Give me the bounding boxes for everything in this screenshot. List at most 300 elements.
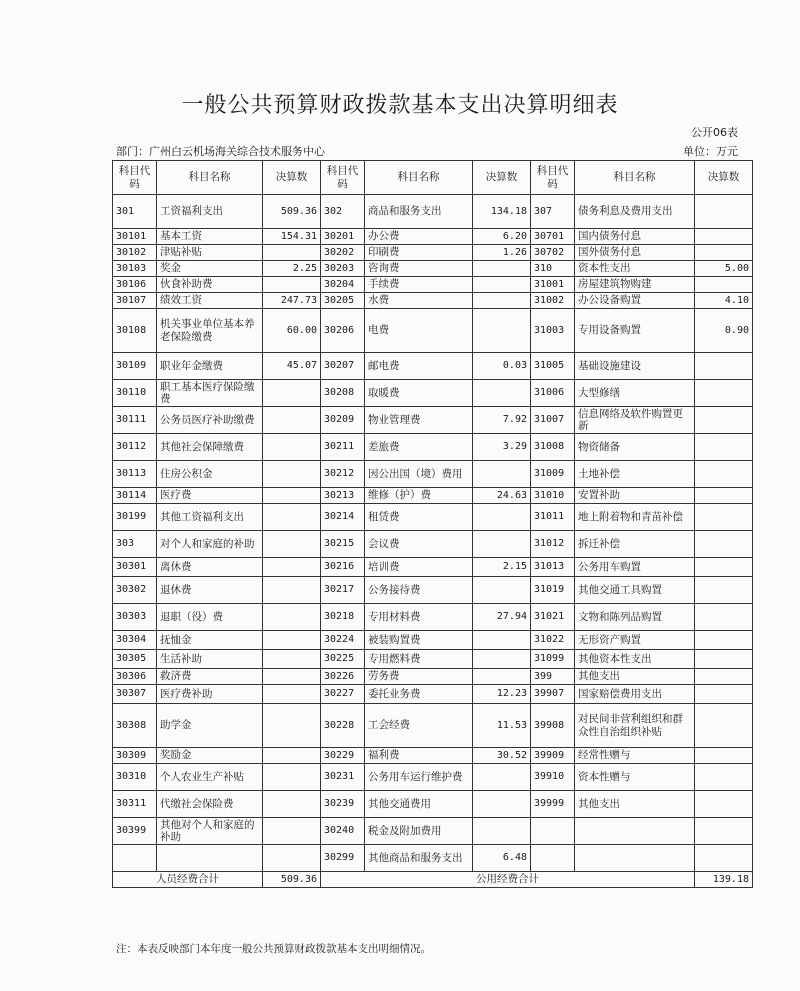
subject-code-cell: 301 — [113, 195, 157, 229]
subject-name-cell: 抚恤金 — [157, 631, 263, 650]
amount-cell — [695, 461, 753, 488]
subject-name-cell: 福利费 — [365, 748, 473, 764]
table-row — [113, 353, 753, 380]
subject-name-cell: 其他资本性支出 — [575, 650, 695, 669]
amount-cell — [263, 434, 321, 461]
subject-code-cell — [113, 845, 157, 872]
amount-cell — [473, 650, 531, 669]
subject-name-cell: 地上附着物和青苗补偿 — [575, 504, 695, 531]
subject-code-cell: 31003 — [531, 309, 575, 353]
amount-cell — [695, 434, 753, 461]
table-row — [113, 845, 753, 872]
subject-name-cell: 委托业务费 — [365, 685, 473, 704]
form-number: 公开06表 — [691, 126, 738, 139]
amount-cell — [695, 748, 753, 764]
amount-cell — [263, 488, 321, 504]
table-row — [113, 791, 753, 818]
amount-cell: 154.31 — [263, 229, 321, 245]
amount-cell — [695, 669, 753, 685]
subject-name-cell: 救济费 — [157, 669, 263, 685]
amount-cell — [473, 504, 531, 531]
amount-cell — [263, 558, 321, 577]
header-cell: 科目代码 — [113, 161, 157, 195]
subject-name-cell: 税金及附加费用 — [365, 818, 473, 845]
amount-cell — [695, 631, 753, 650]
amount-cell — [473, 261, 531, 277]
subject-name-cell: 拆迁补偿 — [575, 531, 695, 558]
subject-name-cell: 公务员医疗补助缴费 — [157, 407, 263, 434]
subject-code-cell: 30307 — [113, 685, 157, 704]
subject-code-cell: 31012 — [531, 531, 575, 558]
subject-name-cell: 手续费 — [365, 277, 473, 293]
subject-name-cell: 国外债务付息 — [575, 245, 695, 261]
subject-name-cell: 机关事业单位基本养老保险缴费 — [157, 309, 263, 353]
amount-cell — [695, 845, 753, 872]
subject-code-cell: 30225 — [321, 650, 365, 669]
amount-cell — [473, 461, 531, 488]
subject-code-cell: 31010 — [531, 488, 575, 504]
subject-code-cell: 30215 — [321, 531, 365, 558]
amount-cell: 4.10 — [695, 293, 753, 309]
amount-cell — [263, 669, 321, 685]
subject-code-cell: 30212 — [321, 461, 365, 488]
subject-code-cell: 30211 — [321, 434, 365, 461]
table-row — [113, 631, 753, 650]
subject-code-cell: 30224 — [321, 631, 365, 650]
subject-name-cell: 医疗费补助 — [157, 685, 263, 704]
header-cell: 科目代码 — [531, 161, 575, 195]
subject-name-cell: 对民间非营利组织和群众性自治组织补贴 — [575, 704, 695, 748]
subject-name-cell: 伙食补助费 — [157, 277, 263, 293]
amount-cell: 247.73 — [263, 293, 321, 309]
header-cell: 科目名称 — [365, 161, 473, 195]
header-cell: 决算数 — [473, 161, 531, 195]
subject-code-cell: 30204 — [321, 277, 365, 293]
subject-name-cell: 因公出国（境）费用 — [365, 461, 473, 488]
subject-name-cell — [575, 818, 695, 845]
amount-cell: 134.18 — [473, 195, 531, 229]
subject-name-cell: 其他支出 — [575, 669, 695, 685]
table-row — [113, 261, 753, 277]
subject-code-cell: 30231 — [321, 764, 365, 791]
table-row — [113, 461, 753, 488]
table-row — [113, 245, 753, 261]
header-cell: 科目名称 — [575, 161, 695, 195]
subject-name-cell: 大型修缮 — [575, 380, 695, 407]
expenditure-table — [112, 160, 753, 888]
table-row — [113, 685, 753, 704]
subject-code-cell: 30214 — [321, 504, 365, 531]
subject-name-cell: 退休费 — [157, 577, 263, 604]
subject-code-cell: 399 — [531, 669, 575, 685]
subject-code-cell: 30228 — [321, 704, 365, 748]
unit-label: 单位：万元 — [683, 145, 738, 158]
subject-name-cell: 其他交通费用 — [365, 791, 473, 818]
subject-code-cell: 30201 — [321, 229, 365, 245]
subject-code-cell: 30299 — [321, 845, 365, 872]
amount-cell: 2.15 — [473, 558, 531, 577]
subject-code-cell: 30205 — [321, 293, 365, 309]
amount-cell: 1.26 — [473, 245, 531, 261]
page-title: 一般公共预算财政拨款基本支出决算明细表 — [181, 93, 619, 118]
subject-code-cell: 30310 — [113, 764, 157, 791]
table-row — [113, 577, 753, 604]
subject-name-cell: 咨询费 — [365, 261, 473, 277]
table-row — [113, 407, 753, 434]
amount-cell — [263, 577, 321, 604]
subject-code-cell: 30112 — [113, 434, 157, 461]
subject-code-cell: 30103 — [113, 261, 157, 277]
amount-cell: 7.92 — [473, 407, 531, 434]
subject-code-cell: 31022 — [531, 631, 575, 650]
subject-code-cell: 30399 — [113, 818, 157, 845]
table-row — [113, 604, 753, 631]
subject-name-cell: 无形资产购置 — [575, 631, 695, 650]
subject-name-cell: 专用设备购置 — [575, 309, 695, 353]
subject-code-cell: 39910 — [531, 764, 575, 791]
amount-cell — [473, 380, 531, 407]
amount-cell — [263, 461, 321, 488]
subject-name-cell: 租赁费 — [365, 504, 473, 531]
table-row — [113, 531, 753, 558]
table-row — [113, 195, 753, 229]
amount-cell — [695, 531, 753, 558]
amount-cell — [263, 764, 321, 791]
amount-cell — [695, 558, 753, 577]
subject-name-cell: 公务用车运行维护费 — [365, 764, 473, 791]
subject-code-cell: 30308 — [113, 704, 157, 748]
amount-cell: 11.53 — [473, 704, 531, 748]
table-body — [113, 195, 753, 872]
subject-name-cell: 代缴社会保险费 — [157, 791, 263, 818]
subject-name-cell: 公务接待费 — [365, 577, 473, 604]
subject-code-cell: 39909 — [531, 748, 575, 764]
subject-code-cell: 30208 — [321, 380, 365, 407]
amount-cell — [695, 488, 753, 504]
subject-name-cell: 绩效工资 — [157, 293, 263, 309]
amount-cell — [263, 818, 321, 845]
table-row — [113, 748, 753, 764]
subject-name-cell: 安置补助 — [575, 488, 695, 504]
amount-cell — [695, 229, 753, 245]
subject-code-cell: 30701 — [531, 229, 575, 245]
subject-name-cell: 其他商品和服务支出 — [365, 845, 473, 872]
amount-cell — [695, 704, 753, 748]
subject-code-cell: 31019 — [531, 577, 575, 604]
subject-name-cell: 印刷费 — [365, 245, 473, 261]
amount-cell — [695, 604, 753, 631]
subject-code-cell: 31008 — [531, 434, 575, 461]
amount-cell — [695, 380, 753, 407]
personnel-total-value: 509.36 — [263, 872, 321, 888]
amount-cell: 6.20 — [473, 229, 531, 245]
amount-cell — [263, 604, 321, 631]
amount-cell — [695, 277, 753, 293]
amount-cell — [263, 245, 321, 261]
table-header-row — [113, 161, 753, 195]
amount-cell: 12.23 — [473, 685, 531, 704]
amount-cell: 509.36 — [263, 195, 321, 229]
table-row — [113, 277, 753, 293]
subject-code-cell: 31001 — [531, 277, 575, 293]
subject-name-cell: 职业年金缴费 — [157, 353, 263, 380]
subject-name-cell: 债务利息及费用支出 — [575, 195, 695, 229]
amount-cell — [263, 704, 321, 748]
totals-row — [113, 872, 753, 888]
subject-code-cell: 30106 — [113, 277, 157, 293]
amount-cell: 0.03 — [473, 353, 531, 380]
subject-code-cell: 30207 — [321, 353, 365, 380]
subject-code-cell: 30102 — [113, 245, 157, 261]
personnel-total-label: 人员经费合计 — [113, 872, 263, 888]
subject-name-cell: 资本性支出 — [575, 261, 695, 277]
amount-cell — [695, 791, 753, 818]
amount-cell: 27.94 — [473, 604, 531, 631]
amount-cell — [473, 309, 531, 353]
subject-code-cell: 30199 — [113, 504, 157, 531]
subject-name-cell: 劳务费 — [365, 669, 473, 685]
subject-code-cell: 31007 — [531, 407, 575, 434]
header-cell: 科目名称 — [157, 161, 263, 195]
subject-name-cell: 文物和陈列品购置 — [575, 604, 695, 631]
table-row — [113, 434, 753, 461]
amount-cell — [473, 531, 531, 558]
subject-code-cell: 31009 — [531, 461, 575, 488]
subject-name-cell: 专用材料费 — [365, 604, 473, 631]
subject-code-cell: 30702 — [531, 245, 575, 261]
amount-cell — [263, 685, 321, 704]
amount-cell — [263, 277, 321, 293]
subject-code-cell: 30303 — [113, 604, 157, 631]
amount-cell: 2.25 — [263, 261, 321, 277]
subject-name-cell: 其他社会保障缴费 — [157, 434, 263, 461]
subject-code-cell: 30304 — [113, 631, 157, 650]
amount-cell — [473, 764, 531, 791]
subject-code-cell: 31013 — [531, 558, 575, 577]
subject-name-cell: 其他支出 — [575, 791, 695, 818]
amount-cell — [263, 531, 321, 558]
amount-cell — [473, 293, 531, 309]
subject-name-cell: 商品和服务支出 — [365, 195, 473, 229]
subject-name-cell: 办公费 — [365, 229, 473, 245]
amount-cell: 24.63 — [473, 488, 531, 504]
amount-cell — [473, 818, 531, 845]
table-note: 注：本表反映部门本年度一般公共预算财政拨款基本支出明细情况。 — [116, 943, 431, 955]
subject-name-cell: 其他交通工具购置 — [575, 577, 695, 604]
subject-name-cell: 基本工资 — [157, 229, 263, 245]
subject-code-cell: 31002 — [531, 293, 575, 309]
amount-cell — [263, 631, 321, 650]
subject-code-cell: 30306 — [113, 669, 157, 685]
subject-name-cell: 会议费 — [365, 531, 473, 558]
department-label: 部门：广州白云机场海关综合技术服务中心 — [116, 145, 325, 158]
subject-name-cell: 住房公积金 — [157, 461, 263, 488]
table-row — [113, 704, 753, 748]
subject-name-cell: 公务用车购置 — [575, 558, 695, 577]
subject-name-cell: 物资储备 — [575, 434, 695, 461]
amount-cell — [473, 669, 531, 685]
amount-cell — [263, 380, 321, 407]
subject-code-cell: 30109 — [113, 353, 157, 380]
amount-cell — [263, 504, 321, 531]
amount-cell — [473, 791, 531, 818]
subject-code-cell: 31005 — [531, 353, 575, 380]
table-row — [113, 818, 753, 845]
table-row — [113, 504, 753, 531]
subject-name-cell: 奖励金 — [157, 748, 263, 764]
subject-name-cell: 工资福利支出 — [157, 195, 263, 229]
subject-code-cell: 39999 — [531, 791, 575, 818]
table-row — [113, 229, 753, 245]
subject-name-cell: 专用燃料费 — [365, 650, 473, 669]
subject-name-cell — [575, 845, 695, 872]
subject-name-cell: 对个人和家庭的补助 — [157, 531, 263, 558]
subject-code-cell: 30218 — [321, 604, 365, 631]
subject-name-cell: 房屋建筑物购建 — [575, 277, 695, 293]
subject-code-cell: 30108 — [113, 309, 157, 353]
subject-code-cell: 310 — [531, 261, 575, 277]
subject-code-cell: 30301 — [113, 558, 157, 577]
table-row — [113, 764, 753, 791]
subject-code-cell: 30311 — [113, 791, 157, 818]
amount-cell — [695, 577, 753, 604]
subject-name-cell: 取暖费 — [365, 380, 473, 407]
amount-cell — [263, 407, 321, 434]
amount-cell — [263, 791, 321, 818]
subject-name-cell: 物业管理费 — [365, 407, 473, 434]
subject-code-cell — [531, 845, 575, 872]
subject-name-cell: 助学金 — [157, 704, 263, 748]
subject-name-cell: 资本性赠与 — [575, 764, 695, 791]
subject-name-cell: 个人农业生产补贴 — [157, 764, 263, 791]
amount-cell — [695, 407, 753, 434]
subject-name-cell: 办公设备购置 — [575, 293, 695, 309]
subject-code-cell: 39908 — [531, 704, 575, 748]
amount-cell: 0.90 — [695, 309, 753, 353]
subject-name-cell: 退职（役）费 — [157, 604, 263, 631]
subject-name-cell: 国内债务付息 — [575, 229, 695, 245]
amount-cell: 60.00 — [263, 309, 321, 353]
amount-cell — [695, 353, 753, 380]
amount-cell — [263, 845, 321, 872]
subject-name-cell: 医疗费 — [157, 488, 263, 504]
subject-name-cell: 被装购置费 — [365, 631, 473, 650]
subject-code-cell: 30217 — [321, 577, 365, 604]
subject-name-cell: 维修（护）费 — [365, 488, 473, 504]
subject-code-cell: 30202 — [321, 245, 365, 261]
subject-code-cell: 302 — [321, 195, 365, 229]
amount-cell: 6.48 — [473, 845, 531, 872]
subject-code-cell: 30239 — [321, 791, 365, 818]
subject-name-cell: 电费 — [365, 309, 473, 353]
subject-code-cell: 30305 — [113, 650, 157, 669]
amount-cell: 3.29 — [473, 434, 531, 461]
subject-code-cell: 30229 — [321, 748, 365, 764]
amount-cell — [695, 685, 753, 704]
public-total-label: 公用经费合计 — [321, 872, 695, 888]
subject-code-cell: 39907 — [531, 685, 575, 704]
subject-name-cell: 经常性赠与 — [575, 748, 695, 764]
subject-name-cell: 奖金 — [157, 261, 263, 277]
subject-code-cell — [531, 818, 575, 845]
subject-name-cell: 基础设施建设 — [575, 353, 695, 380]
amount-cell — [473, 277, 531, 293]
header-cell: 决算数 — [263, 161, 321, 195]
subject-name-cell: 职工基本医疗保险缴费 — [157, 380, 263, 407]
subject-name-cell: 津贴补贴 — [157, 245, 263, 261]
table-row — [113, 669, 753, 685]
subject-code-cell: 30216 — [321, 558, 365, 577]
subject-code-cell: 30110 — [113, 380, 157, 407]
header-cell: 科目代码 — [321, 161, 365, 195]
subject-code-cell: 303 — [113, 531, 157, 558]
subject-name-cell: 信息网络及软件购置更新 — [575, 407, 695, 434]
subject-name-cell: 土地补偿 — [575, 461, 695, 488]
amount-cell — [695, 195, 753, 229]
subject-name-cell: 其他对个人和家庭的补助 — [157, 818, 263, 845]
subject-name-cell: 水费 — [365, 293, 473, 309]
subject-code-cell: 30107 — [113, 293, 157, 309]
subject-name-cell: 离休费 — [157, 558, 263, 577]
subject-name-cell: 其他工资福利支出 — [157, 504, 263, 531]
subject-code-cell: 30206 — [321, 309, 365, 353]
subject-code-cell: 31006 — [531, 380, 575, 407]
public-total-value: 139.18 — [695, 872, 753, 888]
amount-cell — [695, 245, 753, 261]
subject-code-cell: 30309 — [113, 748, 157, 764]
table-row — [113, 650, 753, 669]
subject-name-cell: 培训费 — [365, 558, 473, 577]
subject-code-cell: 307 — [531, 195, 575, 229]
amount-cell — [695, 818, 753, 845]
subject-code-cell: 30113 — [113, 461, 157, 488]
subject-code-cell: 31099 — [531, 650, 575, 669]
subject-code-cell: 30240 — [321, 818, 365, 845]
amount-cell — [263, 748, 321, 764]
subject-name-cell: 生活补助 — [157, 650, 263, 669]
amount-cell — [695, 650, 753, 669]
amount-cell — [263, 650, 321, 669]
subject-name-cell — [157, 845, 263, 872]
subject-code-cell: 30111 — [113, 407, 157, 434]
subject-code-cell: 30213 — [321, 488, 365, 504]
subject-code-cell: 31011 — [531, 504, 575, 531]
amount-cell — [695, 504, 753, 531]
subject-code-cell: 30101 — [113, 229, 157, 245]
subject-code-cell: 30209 — [321, 407, 365, 434]
amount-cell — [473, 631, 531, 650]
amount-cell: 5.00 — [695, 261, 753, 277]
amount-cell: 45.07 — [263, 353, 321, 380]
subject-name-cell: 邮电费 — [365, 353, 473, 380]
subject-name-cell: 差旅费 — [365, 434, 473, 461]
table-row — [113, 488, 753, 504]
amount-cell: 30.52 — [473, 748, 531, 764]
subject-code-cell: 30114 — [113, 488, 157, 504]
subject-name-cell: 工会经费 — [365, 704, 473, 748]
subject-code-cell: 31021 — [531, 604, 575, 631]
table-row — [113, 293, 753, 309]
subject-name-cell: 国家赔偿费用支出 — [575, 685, 695, 704]
subject-code-cell: 30302 — [113, 577, 157, 604]
subject-code-cell: 30226 — [321, 669, 365, 685]
header-cell: 决算数 — [695, 161, 753, 195]
amount-cell — [473, 577, 531, 604]
amount-cell — [695, 764, 753, 791]
subject-code-cell: 30227 — [321, 685, 365, 704]
subject-code-cell: 30203 — [321, 261, 365, 277]
table-row — [113, 380, 753, 407]
